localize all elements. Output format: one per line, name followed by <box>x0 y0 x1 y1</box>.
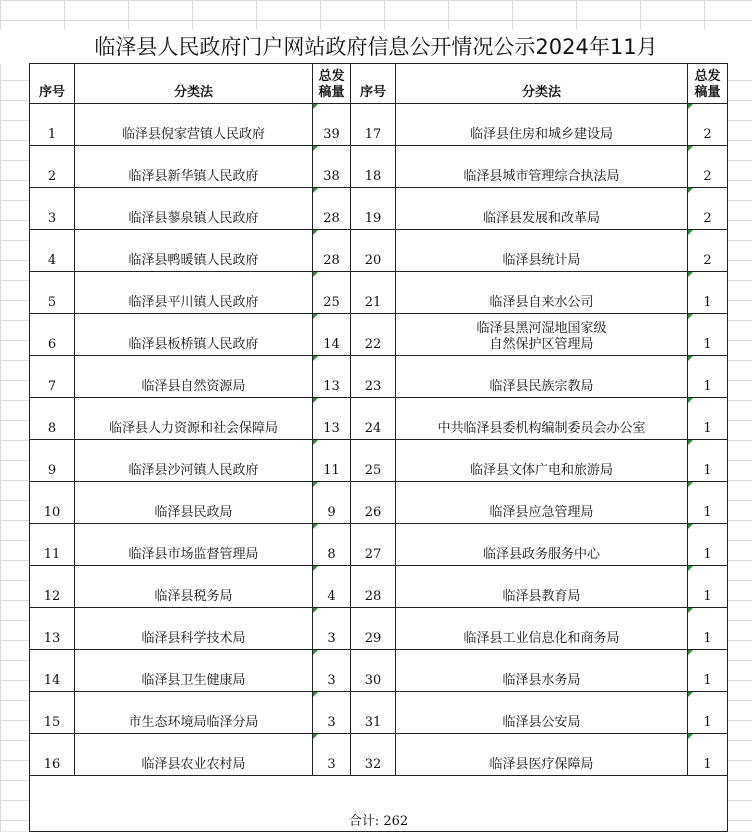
cell-seq-left[interactable]: 6 <box>30 314 75 356</box>
cell-seq-left[interactable]: 1 <box>30 104 75 146</box>
cell-seq-right[interactable]: 19 <box>351 188 396 230</box>
cell-seq-right[interactable]: 23 <box>351 356 396 398</box>
cell-name-right[interactable] <box>396 314 688 356</box>
total-cell: 合计: 262 <box>30 776 728 832</box>
cell-name-right[interactable]: 临泽县文体广电和旅游局 <box>396 440 688 482</box>
table-row <box>30 482 728 524</box>
cell-seq-left[interactable]: 13 <box>30 608 75 650</box>
cell-name-right[interactable]: 临泽县发展和改革局 <box>396 188 688 230</box>
cell-name-left[interactable]: 临泽县倪家营镇人民政府 <box>75 104 313 146</box>
cell-name-right[interactable]: 临泽县住房和城乡建设局 <box>396 104 688 146</box>
cell-seq-left[interactable]: 15 <box>30 692 75 734</box>
header-seq-left: 序号 <box>30 64 75 104</box>
cell-name-left[interactable]: 临泽县鸭暖镇人民政府 <box>75 230 313 272</box>
cell-name-left[interactable]: 临泽县农业农村局 <box>75 734 313 776</box>
cell-count-right[interactable]: 1 <box>688 314 728 356</box>
cell-seq-right[interactable]: 29 <box>351 608 396 650</box>
cell-name-right[interactable]: 临泽县应急管理局 <box>396 482 688 524</box>
cell-seq-right[interactable]: 20 <box>351 230 396 272</box>
cell-name-line2: 自然保护区管理局 <box>489 337 594 352</box>
cell-name-right[interactable]: 临泽县自来水公司 <box>396 272 688 314</box>
cell-count-right[interactable]: 1 <box>688 440 728 482</box>
cell-seq-left[interactable]: 10 <box>30 482 75 524</box>
table-row <box>30 314 728 356</box>
table-row <box>30 398 728 440</box>
cell-name-right[interactable]: 中共临泽县委机构编制委员会办公室 <box>396 398 688 440</box>
table-row <box>30 692 728 734</box>
cell-name-left[interactable]: 临泽县新华镇人民政府 <box>75 146 313 188</box>
cell-seq-right[interactable]: 25 <box>351 440 396 482</box>
cell-count-left[interactable]: 13 <box>313 398 351 440</box>
cell-count-left[interactable]: 3 <box>313 734 351 776</box>
table-row <box>30 734 728 776</box>
cell-name-right[interactable]: 临泽县水务局 <box>396 650 688 692</box>
cell-name-left[interactable]: 临泽县平川镇人民政府 <box>75 272 313 314</box>
cell-name-left[interactable]: 临泽县自然资源局 <box>75 356 313 398</box>
cell-name-right[interactable]: 临泽县教育局 <box>396 566 688 608</box>
cell-count-left[interactable]: 39 <box>313 104 351 146</box>
table-row <box>30 146 728 188</box>
cell-seq-left[interactable]: 12 <box>30 566 75 608</box>
cell-name-left[interactable]: 临泽县民政局 <box>75 482 313 524</box>
cell-seq-right[interactable]: 28 <box>351 566 396 608</box>
cell-name-left[interactable]: 市生态环境局临泽分局 <box>75 692 313 734</box>
cell-name-right[interactable]: 临泽县民族宗教局 <box>396 356 688 398</box>
cell-seq-left[interactable]: 16 <box>30 734 75 776</box>
table-row <box>30 104 728 146</box>
cell-count-right[interactable]: 1 <box>688 398 728 440</box>
table-header-row <box>30 64 728 104</box>
cell-name-left[interactable]: 临泽县市场监督管理局 <box>75 524 313 566</box>
cell-seq-left[interactable]: 7 <box>30 356 75 398</box>
cell-name-left[interactable]: 临泽县蓼泉镇人民政府 <box>75 188 313 230</box>
cell-count-left[interactable]: 25 <box>313 272 351 314</box>
header-count-line2: 稿量 <box>694 85 721 100</box>
cell-count-left[interactable]: 28 <box>313 188 351 230</box>
header-category-right: 分类法 <box>396 64 688 104</box>
cell-seq-right[interactable]: 18 <box>351 146 396 188</box>
header-seq-right: 序号 <box>351 64 396 104</box>
table-row <box>30 440 728 482</box>
cell-count-left[interactable]: 9 <box>313 482 351 524</box>
cell-count-left[interactable]: 4 <box>313 566 351 608</box>
total-row <box>30 776 728 832</box>
table-row <box>30 566 728 608</box>
cell-count-left[interactable]: 3 <box>313 608 351 650</box>
cell-count-right[interactable]: 2 <box>688 230 728 272</box>
disclosure-table <box>29 63 728 832</box>
cell-count-right[interactable]: 1 <box>688 482 728 524</box>
cell-seq-left[interactable]: 4 <box>30 230 75 272</box>
cell-seq-right[interactable]: 24 <box>351 398 396 440</box>
cell-name-right[interactable]: 临泽县政务服务中心 <box>396 524 688 566</box>
cell-count-left[interactable]: 38 <box>313 146 351 188</box>
cell-name-left[interactable]: 临泽县沙河镇人民政府 <box>75 440 313 482</box>
table-row <box>30 608 728 650</box>
cell-seq-right[interactable]: 30 <box>351 650 396 692</box>
table-row <box>30 272 728 314</box>
header-category-left: 分类法 <box>75 64 313 104</box>
page-title: 临泽县人民政府门户网站政府信息公开情况公示2024年11月 <box>0 30 752 64</box>
cell-count-right[interactable]: 1 <box>688 272 728 314</box>
cell-seq-left[interactable]: 9 <box>30 440 75 482</box>
header-count-left <box>313 64 351 104</box>
table-row <box>30 524 728 566</box>
cell-seq-left[interactable]: 8 <box>30 398 75 440</box>
cell-name-right[interactable]: 临泽县工业信息化和商务局 <box>396 608 688 650</box>
cell-count-left[interactable]: 13 <box>313 356 351 398</box>
cell-seq-right[interactable]: 21 <box>351 272 396 314</box>
cell-name-line1: 临泽县黑河湿地国家级 <box>476 321 607 336</box>
table-row <box>30 650 728 692</box>
table-row <box>30 356 728 398</box>
cell-name-right[interactable]: 临泽县医疗保障局 <box>396 734 688 776</box>
header-count-line1: 总发 <box>694 69 721 84</box>
cell-seq-left[interactable]: 5 <box>30 272 75 314</box>
cell-seq-left[interactable]: 2 <box>30 146 75 188</box>
cell-count-right[interactable]: 1 <box>688 356 728 398</box>
cell-count-right[interactable]: 1 <box>688 650 728 692</box>
cell-count-right[interactable]: 2 <box>688 188 728 230</box>
cell-count-left[interactable]: 11 <box>313 440 351 482</box>
cell-name-left[interactable]: 临泽县科学技术局 <box>75 608 313 650</box>
table-row <box>30 230 728 272</box>
table-row <box>30 188 728 230</box>
cell-count-right[interactable]: 1 <box>688 566 728 608</box>
cell-seq-right[interactable]: 32 <box>351 734 396 776</box>
cell-name-right[interactable]: 临泽县公安局 <box>396 692 688 734</box>
cell-seq-left[interactable]: 14 <box>30 650 75 692</box>
cell-name-left[interactable]: 临泽县板桥镇人民政府 <box>75 314 313 356</box>
cell-seq-right[interactable]: 27 <box>351 524 396 566</box>
cell-count-right[interactable]: 1 <box>688 524 728 566</box>
cell-name-left[interactable]: 临泽县税务局 <box>75 566 313 608</box>
header-count-line1: 总发 <box>318 69 345 84</box>
cell-count-right[interactable]: 2 <box>688 104 728 146</box>
cell-seq-right[interactable]: 31 <box>351 692 396 734</box>
cell-seq-right[interactable]: 22 <box>351 314 396 356</box>
cell-count-left[interactable]: 28 <box>313 230 351 272</box>
cell-name-right[interactable]: 临泽县统计局 <box>396 230 688 272</box>
cell-name-left[interactable]: 临泽县人力资源和社会保障局 <box>75 398 313 440</box>
cell-count-right[interactable]: 1 <box>688 734 728 776</box>
cell-count-left[interactable]: 14 <box>313 314 351 356</box>
cell-count-left[interactable]: 3 <box>313 650 351 692</box>
cell-seq-right[interactable]: 17 <box>351 104 396 146</box>
cell-seq-right[interactable]: 26 <box>351 482 396 524</box>
cell-count-right[interactable]: 1 <box>688 692 728 734</box>
header-count-right <box>688 64 728 104</box>
cell-count-right[interactable]: 1 <box>688 608 728 650</box>
cell-count-left[interactable]: 8 <box>313 524 351 566</box>
cell-count-left[interactable]: 3 <box>313 692 351 734</box>
cell-seq-left[interactable]: 3 <box>30 188 75 230</box>
cell-count-right[interactable]: 2 <box>688 146 728 188</box>
cell-seq-left[interactable]: 11 <box>30 524 75 566</box>
header-count-line2: 稿量 <box>318 85 345 100</box>
cell-name-right[interactable]: 临泽县城市管理综合执法局 <box>396 146 688 188</box>
cell-name-left[interactable]: 临泽县卫生健康局 <box>75 650 313 692</box>
